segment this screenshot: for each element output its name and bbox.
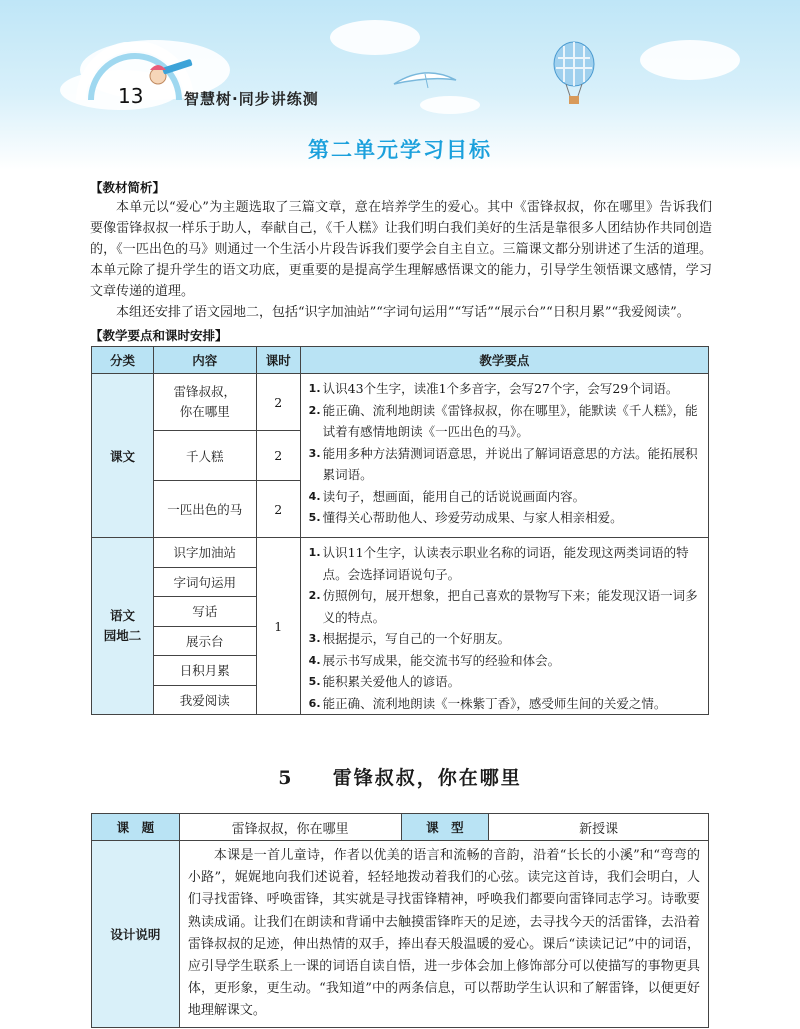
cloud-decoration	[640, 40, 740, 80]
category-cell: 课文	[92, 374, 154, 538]
list-item	[309, 650, 702, 672]
design-label: 设计说明	[92, 841, 180, 1028]
hours-cell: 1	[256, 538, 300, 715]
glider-icon	[390, 62, 460, 92]
point-number: 1.	[308, 546, 321, 559]
table-row	[92, 374, 709, 431]
list-item	[309, 671, 702, 693]
content-cell	[153, 374, 256, 431]
point-text: 认识11个生字，认读表示职业名称的词语，能发现这两类词语的特点。会选择词语说句子。	[322, 545, 689, 582]
point-number: 5.	[308, 511, 321, 524]
point-number: 2.	[308, 403, 321, 417]
list-item	[309, 585, 702, 628]
content-cell: 字词句运用	[153, 567, 256, 597]
lesson-name: 雷锋叔叔，你在哪里	[332, 767, 522, 789]
lesson-title	[0, 763, 800, 790]
point-text: 能用多种方法猜测词语意思，并说出了解词语意思的方法。能拓展积累词语。	[322, 445, 698, 482]
content-cell: 识字加油站	[153, 538, 256, 568]
list-item	[309, 693, 702, 715]
design-text: 本课是一首儿童诗，作者以优美的语言和流畅的音韵，沿着“长长的小溪”和“弯弯的小路”，娓娓地向我们述说着，轻轻地拨动着我们的心弦。读完这首诗，我们会明白，人们寻找雷锋、呼唤雷锋，其实就是寻找雷锋精神，呼唤我们都要向雷锋同志学习。诗歌要熟读成诵。让我们在朗读和背诵中去触摸雷锋昨天的足迹，去寻找今天的活雷锋，去沿着雷锋叔叔的足迹，伸出热情的双手，捧出春天般温暖的爱心。课后“读读记记”中的词语，应引导学生联系上一课的词语自读自悟，进一步体会加上修饰部分可以使描写的事物更具体，更形象，更生动。“我知道”中的两条信息，可以帮助学生认识和了解雷锋，以便更好地理解课文。	[179, 841, 708, 1028]
point-number: 4.	[308, 489, 321, 503]
topic-label: 课 题	[92, 814, 180, 841]
cloud-decoration	[420, 96, 480, 114]
points-cell	[300, 538, 708, 715]
list-item	[309, 443, 702, 486]
point-number: 6.	[308, 696, 321, 710]
list-item	[309, 542, 702, 585]
list-item	[309, 628, 702, 650]
plan-heading: 【教学要点和课时安排】	[90, 328, 228, 343]
hours-cell: 2	[256, 374, 300, 431]
page-header	[0, 0, 800, 170]
column-header: 分类	[92, 347, 154, 374]
point-number: 4.	[308, 653, 321, 667]
point-text: 根据提示，写自己的一个好朋友。	[322, 631, 511, 646]
point-text: 仿照例句，展开想象，把自己喜欢的景物写下来；能发现汉语一词多义的特点。	[322, 588, 698, 625]
type-label: 课 型	[401, 814, 489, 841]
table-row	[92, 538, 709, 568]
hours-cell: 2	[256, 431, 300, 481]
analysis-paragraph: 本单元以“爱心”为主题选取了三篇文章，意在培养学生的爱心。其中《雷锋叔叔，你在哪里》告诉我们要像雷锋叔叔一样乐于助人，奉献自己，《千人糕》让我们明白我们美好的生活是靠很多人团结协作共同创造的，《一匹出色的马》则通过一个生活小片段告诉我们要学会自主自立。三篇课文都分别讲述了生活的道理。本单元除了提升学生的语文功底，更重要的是提高学生理解感悟课文的能力，引导学生领悟课文感情，学习文章传递的道理。	[90, 200, 712, 299]
content-cell: 展示台	[153, 626, 256, 656]
content-line: 雷锋叔叔，	[173, 384, 237, 399]
analysis-heading: 【教材简析】	[90, 180, 166, 195]
content-line: 你在哪里	[179, 404, 230, 419]
point-text: 能正确、流利地朗读《雷锋叔叔，你在哪里》，能默读《千人糕》，能试着有感情地朗读《一匹出色的马》。	[322, 402, 698, 439]
list-item	[309, 378, 702, 400]
content-cell: 写话	[153, 597, 256, 627]
point-text: 认识43个生字，读准1个多音字，会写27个字，会写29个词语。	[322, 381, 679, 396]
garden-paragraph: 本组还安排了语文园地二，包括“识字加油站”“字词句运用”“写话”“展示台”“日积月累”“我爱阅读”。	[116, 305, 690, 320]
topic-value: 雷锋叔叔，你在哪里	[179, 814, 401, 841]
table-header-row	[92, 347, 709, 374]
list-item	[309, 486, 702, 508]
type-value: 新授课	[489, 814, 709, 841]
column-header: 内容	[153, 347, 256, 374]
content-cell: 日积月累	[153, 656, 256, 686]
content-cell: 我爱阅读	[153, 685, 256, 715]
teaching-plan-table	[91, 346, 709, 715]
list-item	[309, 507, 702, 529]
content-cell: 一匹出色的马	[153, 481, 256, 538]
column-header: 教学要点	[300, 347, 708, 374]
category-line: 语文	[109, 608, 135, 623]
lesson-number: 5	[278, 767, 294, 789]
category-cell	[92, 538, 154, 715]
points-cell	[300, 374, 708, 538]
point-number: 3.	[308, 446, 321, 460]
cloud-decoration	[330, 20, 420, 55]
point-text: 读句子，想画面，能用自己的话说说画面内容。	[322, 488, 586, 504]
content-cell: 千人糕	[153, 431, 256, 481]
hot-air-balloon-icon	[550, 40, 598, 106]
lesson-info-table	[91, 813, 709, 1028]
page-number: 13	[118, 84, 144, 108]
point-text: 能正确、流利地朗读《一株紫丁香》，感受师生间的关爱之情。	[322, 695, 667, 711]
point-text: 能积累关爱他人的谚语。	[322, 674, 461, 689]
column-header: 课时	[256, 347, 300, 374]
point-number: 2.	[308, 589, 321, 602]
table-row	[92, 841, 709, 1028]
point-number: 5.	[308, 675, 321, 688]
point-text: 展示书写成果，能交流书写的经验和体会。	[322, 652, 561, 668]
table-row	[92, 814, 709, 841]
list-item	[309, 400, 702, 443]
series-title: 智慧树·同步讲练测	[184, 90, 319, 108]
unit-title: 第二单元学习目标	[308, 138, 492, 162]
point-text: 懂得关心帮助他人、珍爱劳动成果、与家人相亲相爱。	[322, 510, 623, 525]
point-number: 1.	[308, 382, 321, 395]
point-number: 3.	[308, 632, 321, 645]
category-line: 园地二	[103, 628, 142, 643]
hours-cell: 2	[256, 481, 300, 538]
